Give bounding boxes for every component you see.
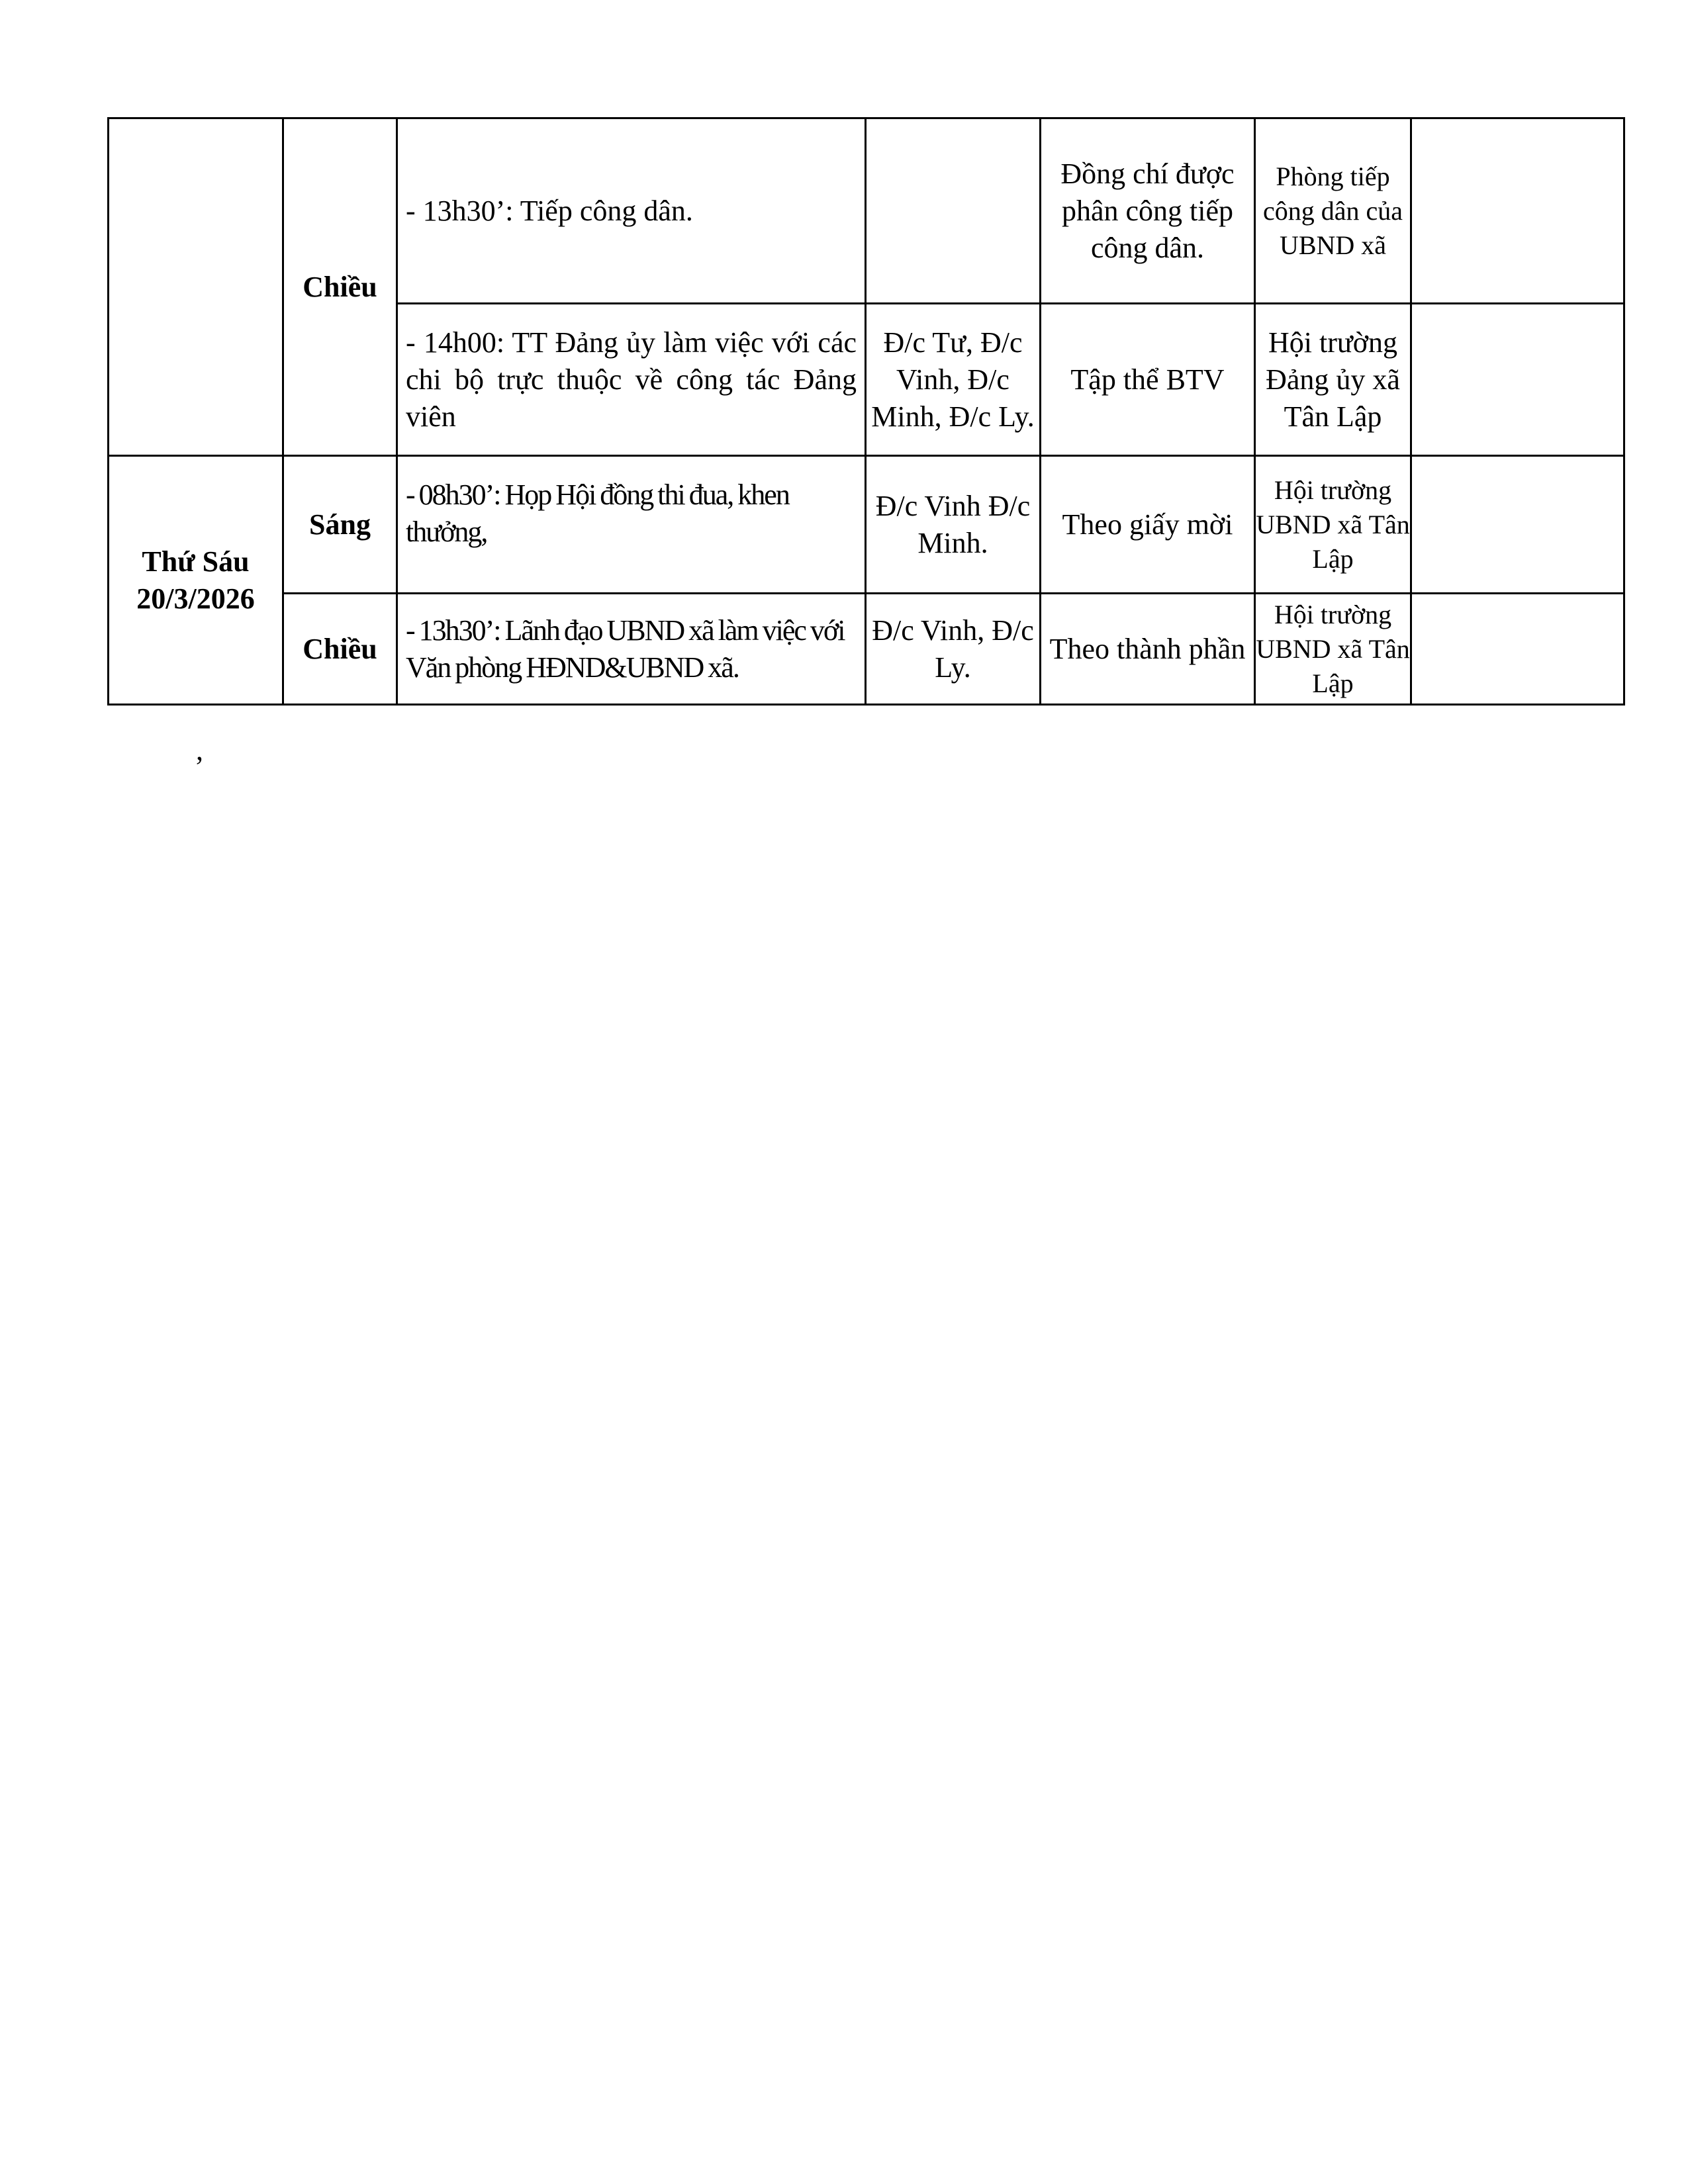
lead-cell: Đ/c Vinh Đ/c Minh.	[866, 456, 1041, 594]
content-cell	[397, 456, 866, 594]
participants-cell: Tập thể BTV	[1041, 304, 1255, 456]
day-cell: Thứ Sáu 20/3/2026	[109, 456, 283, 705]
content-cell: - 13h30’: Tiếp công dân.	[397, 118, 866, 304]
note-cell	[1411, 456, 1624, 594]
participants-cell: Đồng chí được phân công tiếp công dân.	[1041, 118, 1255, 304]
lead-cell	[866, 118, 1041, 304]
note-cell	[1411, 594, 1624, 705]
lead-cell: Đ/c Vinh, Đ/c Ly.	[866, 594, 1041, 705]
venue-cell: Hội trường UBND xã Tân Lập	[1255, 594, 1411, 705]
stray-comma: ,	[196, 734, 203, 766]
venue-cell: Hội trường UBND xã Tân Lập	[1255, 456, 1411, 594]
table-row	[109, 118, 1624, 304]
note-cell	[1411, 118, 1624, 304]
participants-cell: Theo giấy mời	[1041, 456, 1255, 594]
session-cell: Chiều	[283, 594, 397, 705]
content-text: - 08h30’: Họp Hội đồng thi đua, khen thưởng,	[406, 478, 789, 548]
content-text: - 13h30’: Lãnh đạo UBND xã làm việc với Văn phòng HĐND&UBND xã.	[406, 614, 845, 684]
participants-cell: Theo thành phần	[1041, 594, 1255, 705]
schedule-table	[107, 117, 1625, 705]
day-cell	[109, 118, 283, 456]
content-cell: - 14h00: TT Đảng ủy làm việc với các chi bộ trực thuộc về công tác Đảng viên	[397, 304, 866, 456]
venue-cell: Phòng tiếp công dân của UBND xã	[1255, 118, 1411, 304]
table-row	[109, 456, 1624, 594]
content-cell	[397, 594, 866, 705]
note-cell	[1411, 304, 1624, 456]
venue-cell: Hội trường Đảng ủy xã Tân Lập	[1255, 304, 1411, 456]
session-cell: Chiều	[283, 118, 397, 456]
table-row	[109, 594, 1624, 705]
lead-cell: Đ/c Tư, Đ/c Vinh, Đ/c Minh, Đ/c Ly.	[866, 304, 1041, 456]
session-cell: Sáng	[283, 456, 397, 594]
